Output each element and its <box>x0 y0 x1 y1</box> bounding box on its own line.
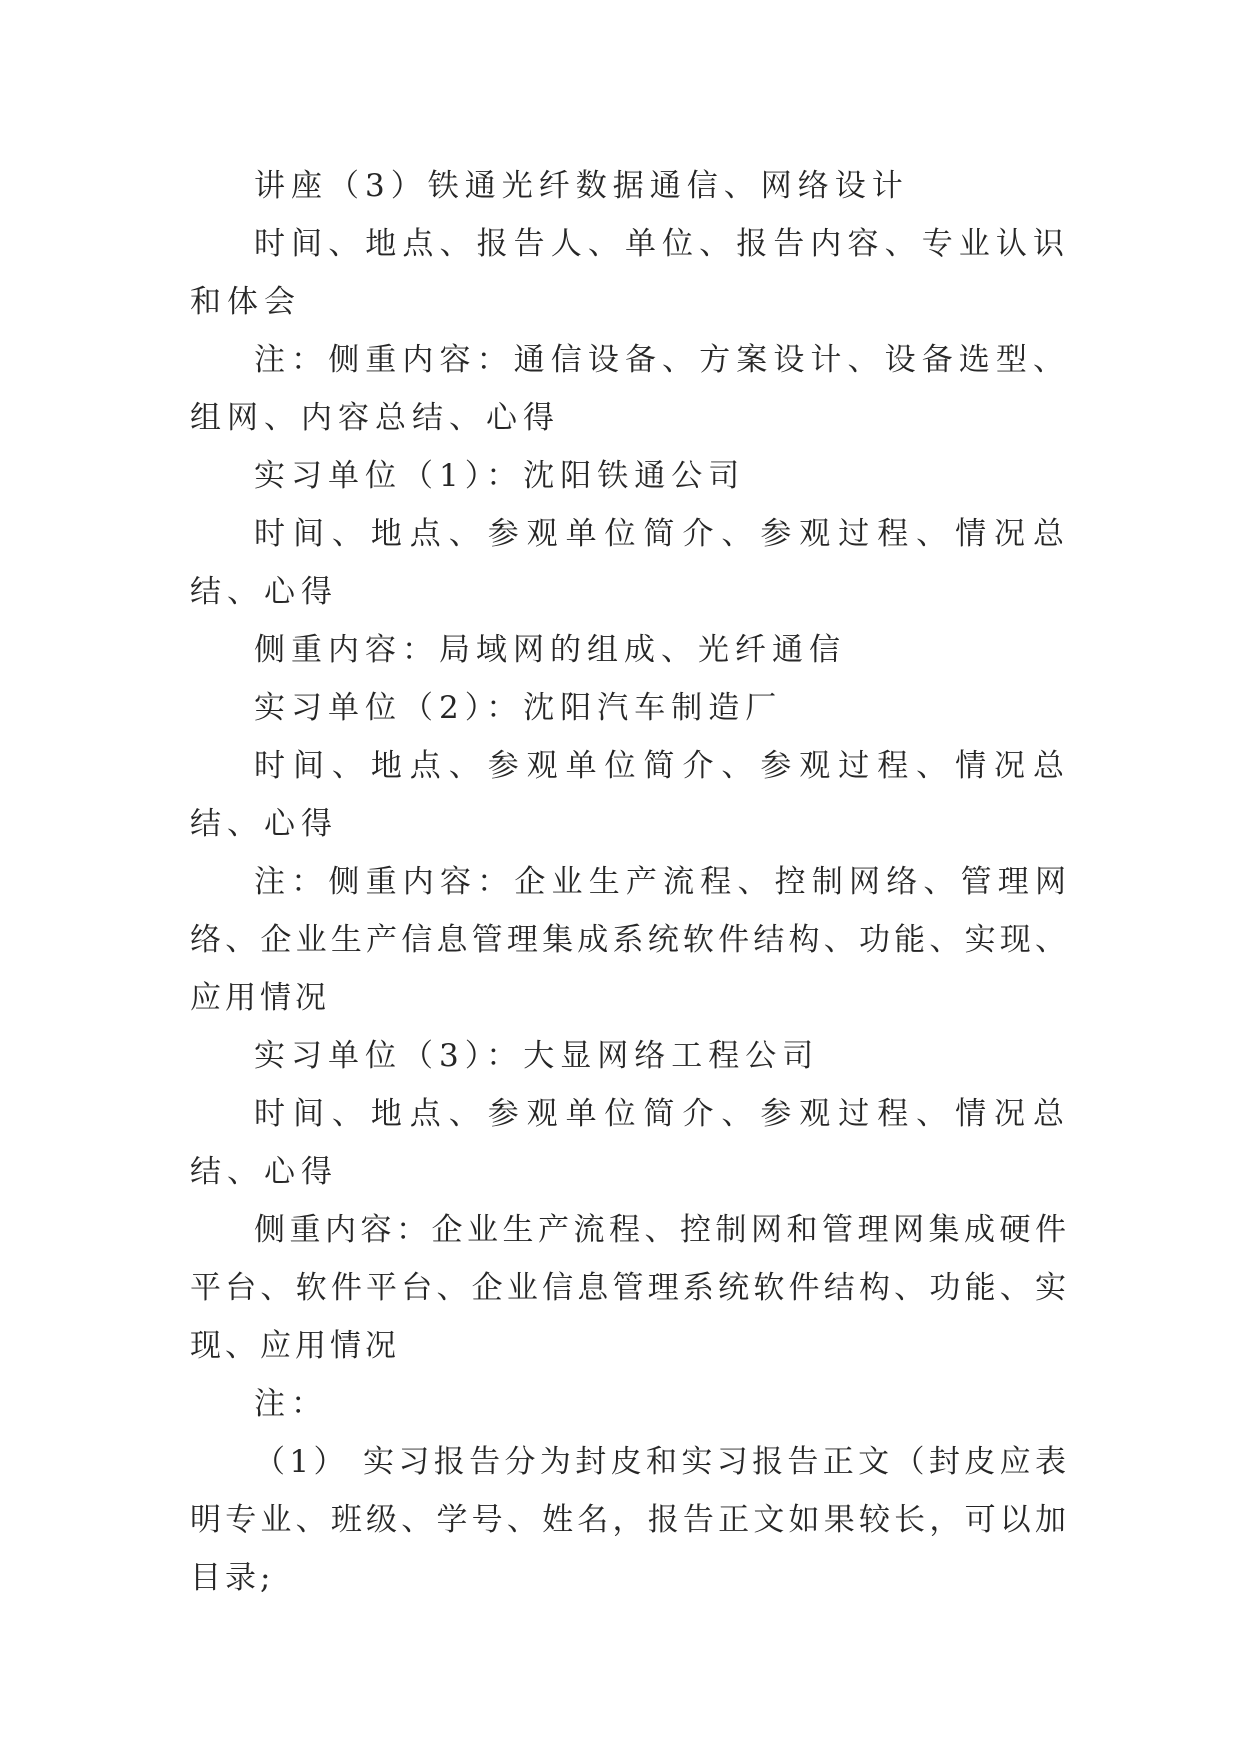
paragraph-lecture-3: 讲座（3）铁通光纤数据通信、网络设计 <box>254 168 909 204</box>
document-body <box>190 157 1070 1607</box>
paragraph-unit-2-items: 时间、地点、参观单位简介、参观过程、情况总结、心得 <box>190 748 1070 842</box>
paragraph-lecture-3-note: 注：侧重内容：通信设备、方案设计、设备选型、组网、内容总结、心得 <box>190 342 1070 436</box>
paragraph-lecture-3-items: 时间、地点、报告人、单位、报告内容、专业认识和体会 <box>190 226 1070 320</box>
paragraph-unit-2: 实习单位（2）：沈阳汽车制造厂 <box>254 690 783 726</box>
paragraph-unit-1-items: 时间、地点、参观单位简介、参观过程、情况总结、心得 <box>190 516 1070 610</box>
paragraph-unit-2-note: 注：侧重内容：企业生产流程、控制网络、管理网络、企业生产信息管理集成系统软件结构、功能、实现、应用情况 <box>190 864 1070 1016</box>
paragraph-unit-1-focus: 侧重内容：局域网的组成、光纤通信 <box>254 632 846 668</box>
paragraph-unit-3: 实习单位（3）：大显网络工程公司 <box>254 1038 820 1074</box>
paragraph-note-heading: 注： <box>254 1386 328 1422</box>
paragraph-unit-1: 实习单位（1）：沈阳铁通公司 <box>254 458 746 494</box>
paragraph-note-1: （1） 实习报告分为封皮和实习报告正文（封皮应表明专业、班级、学号、姓名，报告正文如果较长，可以加目录; <box>190 1444 1070 1596</box>
paragraph-unit-3-focus: 侧重内容：企业生产流程、控制网和管理网集成硬件平台、软件平台、企业信息管理系统软件结构、功能、实现、应用情况 <box>190 1212 1070 1364</box>
paragraph-unit-3-items: 时间、地点、参观单位简介、参观过程、情况总结、心得 <box>190 1096 1070 1190</box>
